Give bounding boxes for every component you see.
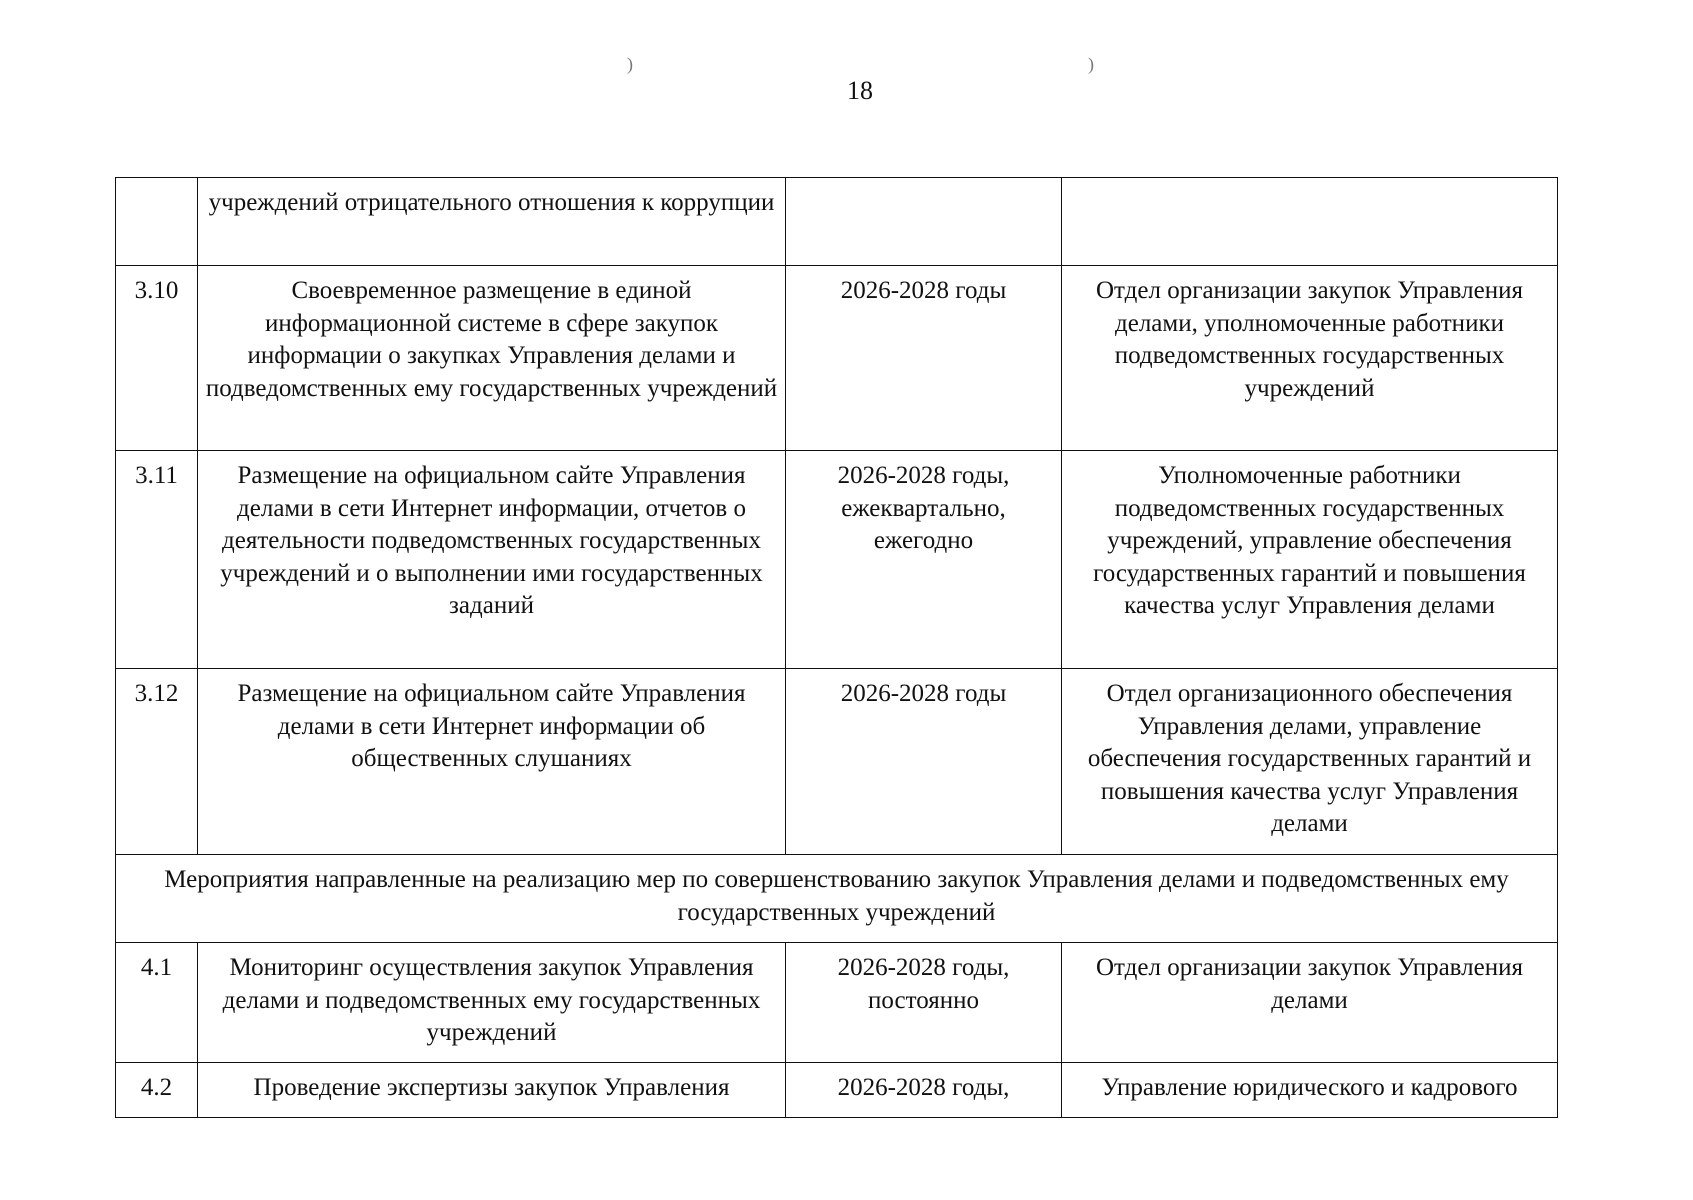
table-row: [116, 178, 1558, 266]
activity-cell: Размещение на официальном сайте Управления делами в сети Интернет информации об общественных слушаниях: [198, 669, 786, 855]
table-row: [116, 451, 1558, 669]
scan-mark: ): [627, 54, 633, 74]
activity-cell: Проведение экспертизы закупок Управления: [198, 1063, 786, 1118]
table-row: [116, 669, 1558, 855]
activity-cell: Мониторинг осуществления закупок Управления делами и подведомственных ему государственных учреждений: [198, 943, 786, 1063]
responsible-cell: [1062, 178, 1558, 266]
term-cell: 2026-2028 годы, постоянно: [786, 943, 1062, 1063]
activity-cell: учреждений отрицательного отношения к коррупции: [198, 178, 786, 266]
table-row: [116, 266, 1558, 451]
activity-cell: Своевременное размещение в единой информационной системе в сфере закупок информации о закупках Управления делами и подведомственных ему государственных учреждений: [198, 266, 786, 451]
measures-table: [115, 177, 1558, 1118]
term-cell: 2026-2028 годы,: [786, 1063, 1062, 1118]
row-number: 3.10: [116, 266, 198, 451]
row-number: 3.12: [116, 669, 198, 855]
row-number: [116, 178, 198, 266]
table-row: [116, 1063, 1558, 1118]
row-number: 4.2: [116, 1063, 198, 1118]
term-cell: [786, 178, 1062, 266]
row-number: 3.11: [116, 451, 198, 669]
term-cell: 2026-2028 годы, ежеквартально, ежегодно: [786, 451, 1062, 669]
scan-mark: ): [1088, 54, 1094, 74]
responsible-cell: Отдел организации закупок Управления делами, уполномоченные работники подведомственных государственных учреждений: [1062, 266, 1558, 451]
responsible-cell: Управление юридического и кадрового: [1062, 1063, 1558, 1118]
term-cell: 2026-2028 годы: [786, 266, 1062, 451]
responsible-cell: Уполномоченные работники подведомственных государственных учреждений, управление обеспечения государственных гарантий и повышения качества услуг Управления делами: [1062, 451, 1558, 669]
section-heading: Мероприятия направленные на реализацию мер по совершенствованию закупок Управления делами и подведомственных ему государственных учреждений: [116, 855, 1558, 943]
section-row: [116, 855, 1558, 943]
table-row: [116, 943, 1558, 1063]
row-number: 4.1: [116, 943, 198, 1063]
responsible-cell: Отдел организационного обеспечения Управления делами, управление обеспечения государственных гарантий и повышения качества услуг Управления делами: [1062, 669, 1558, 855]
responsible-cell: Отдел организации закупок Управления делами: [1062, 943, 1558, 1063]
activity-cell: Размещение на официальном сайте Управления делами в сети Интернет информации, отчетов о деятельности подведомственных государственных учреждений и о выполнении ими государственных заданий: [198, 451, 786, 669]
page-number: 18: [847, 76, 873, 105]
term-cell: 2026-2028 годы: [786, 669, 1062, 855]
